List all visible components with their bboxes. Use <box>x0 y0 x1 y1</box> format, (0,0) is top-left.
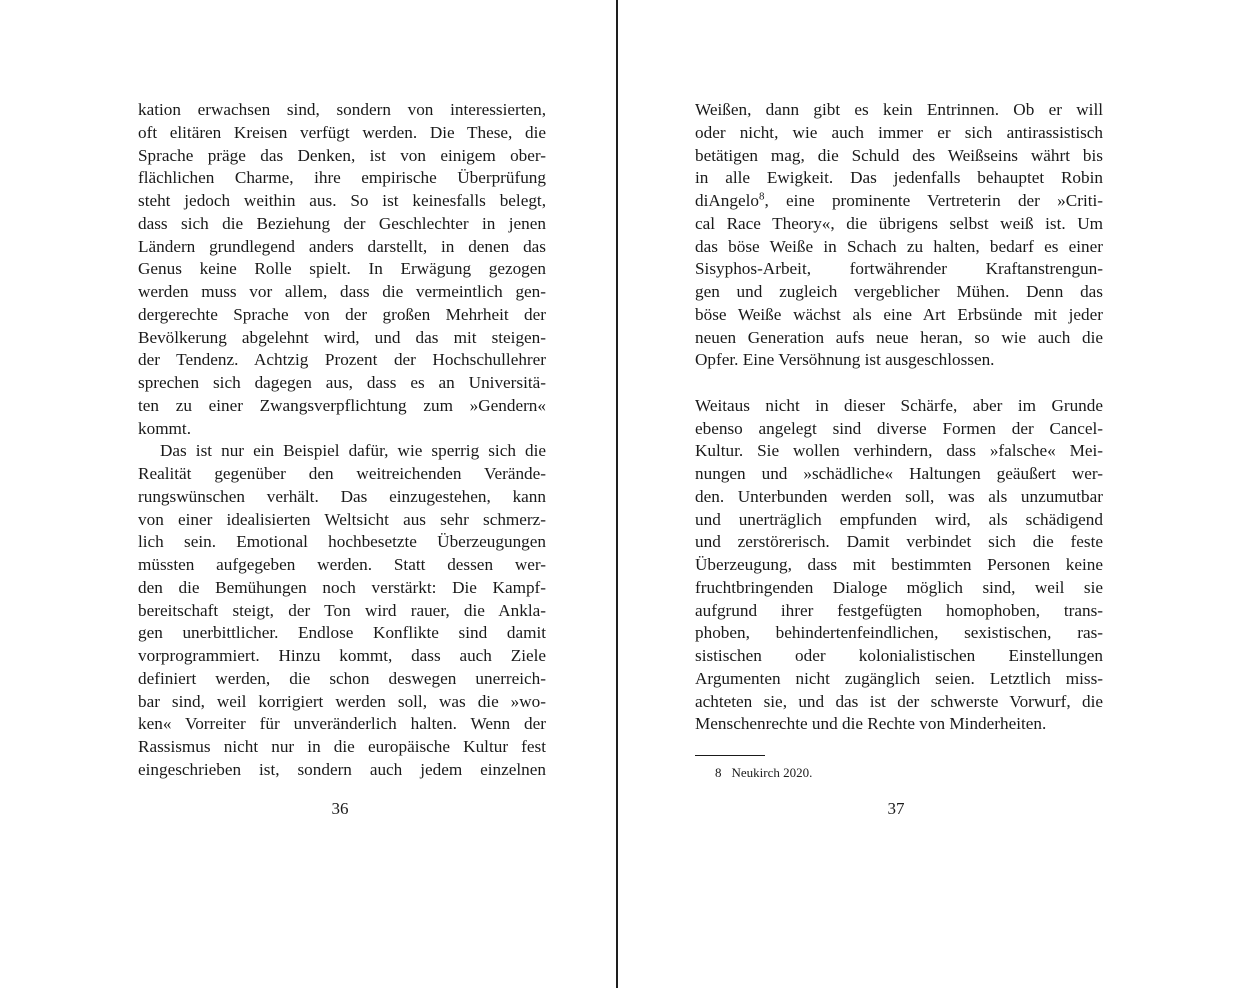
text-line: Sprache präge das Denken, ist von einigem ober- <box>138 145 546 165</box>
text-line: definiert werden, die schon deswegen unerreich- <box>138 668 546 688</box>
page-number-right: 37 <box>887 799 905 818</box>
text-line: betätigen mag, die Schuld des Weißseins währt bis <box>695 145 1103 165</box>
text-line-with-footnote <box>695 190 1103 213</box>
text-line: den. Unterbunden werden soll, was als unzumutbar <box>695 486 1103 506</box>
text-line: Sisyphos-Arbeit, fortwährender Kraftanstrengun- <box>695 259 1103 279</box>
text-line: cal Race Theory«, die übrigens selbst weiß ist. Um <box>695 213 1103 233</box>
text-line: sprechen sich dagegen aus, dass es an Universitä- <box>138 373 546 392</box>
right-page-body <box>695 99 1103 736</box>
text-line: Bevölkerung abgelehnt wird, und das mit steigen- <box>138 327 546 347</box>
text-line: müssten aufgegeben werden. Statt dessen wer- <box>138 555 546 574</box>
text-line: oft elitären Kreisen verfügt werden. Die These, die <box>138 122 546 142</box>
text-line: ebenso angelegt sind diverse Formen der Cancel- <box>695 418 1103 438</box>
text-fragment: diAngelo <box>695 191 759 210</box>
text-line: dergerechte Sprache von der großen Mehrheit der <box>138 304 546 324</box>
left-page <box>0 0 616 988</box>
paragraph-gap <box>695 372 1103 395</box>
text-line: Argumenten nicht zugänglich seien. Letztlich miss- <box>695 668 1103 688</box>
text-line: Kultur. Sie wollen verhindern, dass »falsche« Mei- <box>695 441 1103 461</box>
text-line: nungen und »schädliche« Haltungen geäußert wer- <box>695 464 1103 483</box>
text-line: Opfer. Eine Versöhnung ist ausgeschlossen. <box>695 350 995 370</box>
left-page-body <box>138 99 546 782</box>
footnote <box>715 764 812 782</box>
text-line: von einer idealisierten Weltsicht aus sehr schmerz- <box>138 509 546 529</box>
text-line: und unerträglich empfunden wird, als schädigend <box>695 509 1103 529</box>
text-line: Weißen, dann gibt es kein Entrinnen. Ob er will <box>695 100 1103 119</box>
text-line: steht jedoch weithin aus. So ist keinesfalls belegt, <box>138 191 546 210</box>
text-line: gen unerbittlicher. Endlose Konflikte sind damit <box>138 623 546 643</box>
text-line: gen und zugleich vergeblicher Mühen. Denn das <box>695 282 1103 301</box>
text-line: ken« Vorreiter für unveränderlich halten. Wenn der <box>138 714 546 734</box>
text-line: oder nicht, wie auch immer er sich antirassistisch <box>695 122 1103 142</box>
text-line: Realität gegenüber den weitreichenden Verände- <box>138 464 546 483</box>
text-line: Weitaus nicht in dieser Schärfe, aber im Grunde <box>695 395 1103 415</box>
text-line: werden muss vor allem, dass die vermeintlich gen- <box>138 282 546 301</box>
footnote-separator <box>695 755 765 756</box>
text-fragment: , eine prominente Vertreterin der »Criti- <box>764 191 1103 210</box>
text-line: phoben, behindertenfeindlichen, sexistischen, ras- <box>695 623 1103 643</box>
text-line: bar sind, weil korrigiert werden soll, was die »wo- <box>138 691 546 711</box>
text-line: rungswünschen verhält. Das einzugestehen, kann <box>138 486 546 506</box>
text-line: Rassismus nicht nur in die europäische Kultur fest <box>138 737 546 756</box>
text-line: Genus keine Rolle spielt. In Erwägung gezogen <box>138 259 546 279</box>
text-line: lich sein. Emotional hochbesetzte Überzeugungen <box>138 532 546 552</box>
text-line: achteten sie, und das ist der schwerste Vorwurf, die <box>695 691 1103 711</box>
text-line: neuen Generation aufs neue heran, so wie auch die <box>695 327 1103 347</box>
text-line: der Tendenz. Achtzig Prozent der Hochschullehrer <box>138 350 546 370</box>
footnote-text: Neukirch 2020. <box>731 765 813 780</box>
right-page <box>618 0 1235 988</box>
text-line: aufgrund ihrer festgefügten homophoben, trans- <box>695 600 1103 620</box>
text-line: dass sich die Beziehung der Geschlechter in jenen <box>138 213 546 233</box>
text-line: fruchtbringenden Dialoge möglich sind, weil sie <box>695 577 1103 597</box>
text-line: Menschenrechte und die Rechte von Minderheiten. <box>695 714 1047 734</box>
text-line: kation erwachsen sind, sondern von interessierten, <box>138 100 546 119</box>
text-line: das böse Weiße in Schach zu halten, bedarf es einer <box>695 236 1103 256</box>
footnote-number: 8 <box>715 765 722 780</box>
text-line: ten zu einer Zwangsverpflichtung zum »Gendern« <box>138 395 546 415</box>
text-line: flächlichen Charme, ihre empirische Überprüfung <box>138 168 546 188</box>
text-line: vorprogrammiert. Hinzu kommt, dass auch Ziele <box>138 646 546 665</box>
text-line: Überzeugung, dass mit bestimmten Personen keine <box>695 555 1103 574</box>
page-number-left: 36 <box>331 799 349 818</box>
text-line: Das ist nur ein Beispiel dafür, wie sperrig sich die <box>160 441 546 461</box>
text-line: kommt. <box>138 418 191 438</box>
text-line: Ländern grundlegend anders darstellt, in denen das <box>138 236 546 256</box>
text-line: sistischen oder kolonialistischen Einstellungen <box>695 646 1103 665</box>
text-line: eingeschrieben ist, sondern auch jedem einzelnen <box>138 759 546 779</box>
footnote-marker[interactable]: 8 <box>758 190 765 203</box>
text-line: und zerstörerisch. Damit verbindet sich die feste <box>695 532 1103 552</box>
text-line: den die Bemühungen noch verstärkt: Die Kampf- <box>138 577 546 597</box>
text-line: bereitschaft steigt, der Ton wird rauer, die Ankla- <box>138 600 546 620</box>
text-line: in alle Ewigkeit. Das jedenfalls behauptet Robin <box>695 168 1103 188</box>
text-line: böse Weiße wächst als eine Art Erbsünde mit jeder <box>695 304 1103 324</box>
